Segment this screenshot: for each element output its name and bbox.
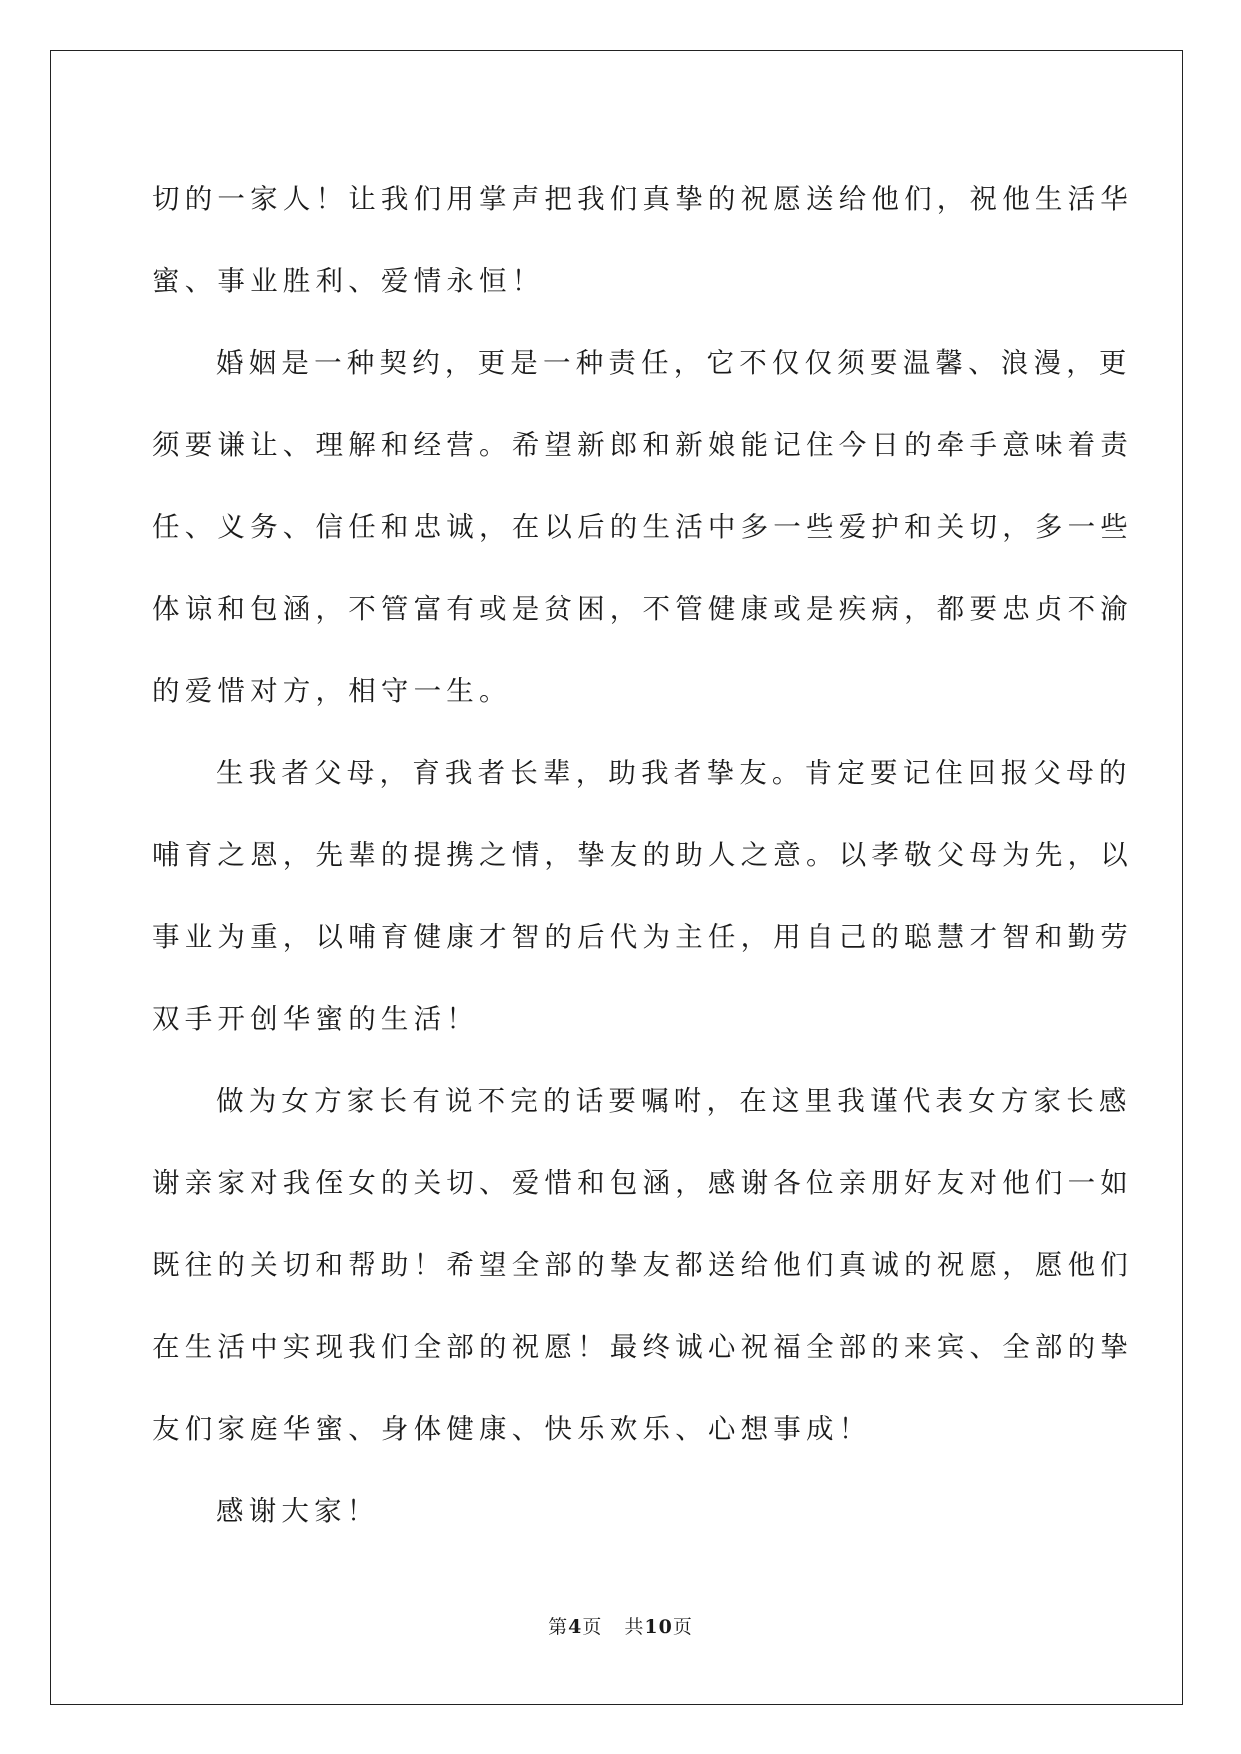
text-line: 的爱惜对方，相守一生。 (152, 675, 512, 707)
text-line: 体谅和包涵，不管富有或是贫困，不管健康或是疾病，都要忠贞不渝 (152, 593, 1133, 625)
text-line: 须要谦让、理解和经营。希望新郎和新娘能记住今日的牵手意味着责 (152, 429, 1133, 461)
text-line: 既往的关切和帮助！希望全部的挚友都送给他们真诚的祝愿，愿他们 (152, 1249, 1133, 1281)
text-line: 切的一家人！让我们用掌声把我们真挚的祝愿送给他们，祝他生活华 (152, 183, 1133, 215)
text-line: 在生活中实现我们全部的祝愿！最终诚心祝福全部的来宾、全部的挚 (152, 1331, 1133, 1363)
text-line: 谢亲家对我侄女的关切、爱惜和包涵，感谢各位亲朋好友对他们一如 (152, 1167, 1133, 1199)
text-line: 做为女方家长有说不完的话要嘱咐，在这里我谨代表女方家长感 (216, 1085, 1132, 1117)
text-line: 哺育之恩，先辈的提携之情，挚友的助人之意。以孝敬父母为先，以 (152, 839, 1133, 871)
page-number: 4 (568, 1616, 583, 1638)
text-line: 事业为重，以哺育健康才智的后代为主任，用自己的聪慧才智和勤劳 (152, 921, 1133, 953)
page-number-suffix: 页 (582, 1616, 603, 1638)
text-line: 蜜、事业胜利、爱情永恒！ (152, 265, 545, 297)
document-body (152, 158, 1133, 1552)
text-line: 婚姻是一种契约，更是一种责任，它不仅仅须要温馨、浪漫，更 (216, 347, 1132, 379)
total-pages: 10 (644, 1616, 673, 1638)
body-paragraphs (152, 158, 1133, 1552)
text-line: 双手开创华蜜的生活！ (152, 1003, 479, 1035)
page-footer (0, 1612, 1241, 1639)
text-line: 任、义务、信任和忠诚，在以后的生活中多一些爱护和关切，多一些 (152, 511, 1133, 543)
text-line: 感谢大家！ (216, 1495, 380, 1527)
text-line: 友们家庭华蜜、身体健康、快乐欢乐、心想事成！ (152, 1413, 872, 1445)
page-number-prefix: 第 (548, 1616, 569, 1638)
text-line: 生我者父母，育我者长辈，助我者挚友。肯定要记住回报父母的 (216, 757, 1132, 789)
total-pages-prefix: 共 (624, 1616, 645, 1638)
total-pages-suffix: 页 (672, 1616, 693, 1638)
